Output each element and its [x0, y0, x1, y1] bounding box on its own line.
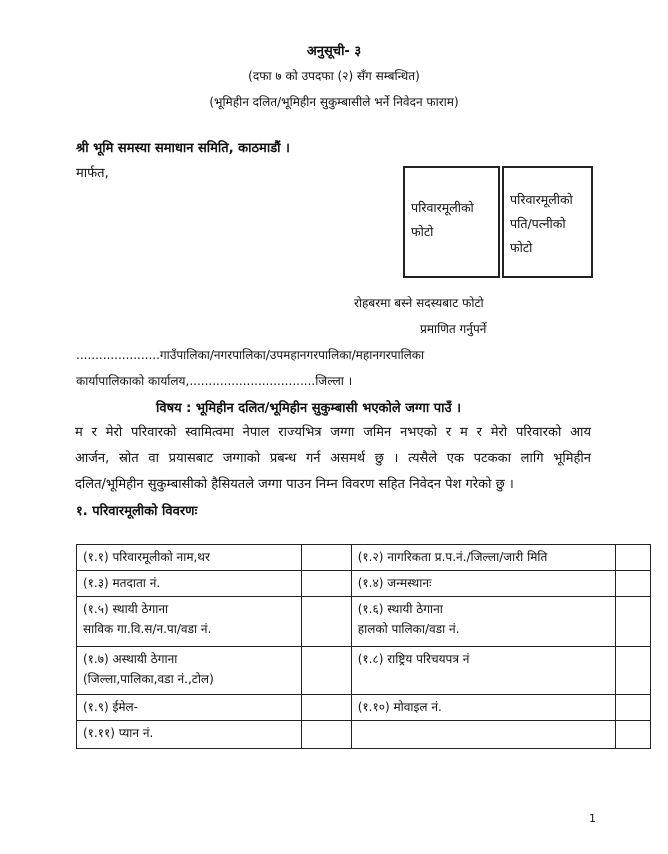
field-sublabel: साविक गा.वि.स/न.पा/वडा नं.	[83, 622, 212, 636]
field-permanent-address-new	[351, 597, 615, 647]
field-head-name: (१.१) परिवारमूलीको नाम,थर	[77, 545, 302, 571]
body-line-2: आर्जन, स्रोत वा प्रयासबाट जग्गाको प्रबन्ध गर्न असमर्थ छु । त्यसैले एक पटकका लागि भूमिहीन	[75, 451, 591, 466]
field-mobile-value[interactable]	[616, 695, 651, 721]
field-label: (१.६) स्थायी ठेगाना	[357, 602, 443, 616]
municipality-line: ......................गाउँपालिका/नगरपालिका/उपमहानगरपालिका/महानगरपालिका	[76, 348, 425, 362]
field-temporary-address	[77, 647, 302, 695]
table-row	[77, 571, 651, 597]
field-permanent-address-old	[77, 597, 302, 647]
office-line: कार्यापालिकाको कार्यालय,.................................जिल्ला ।	[76, 374, 353, 388]
body-line-1: म र मेरो परिवारको स्वामित्वमा नेपाल राज्यभित्र जग्गा जमिन नभएको र म र मेरो परिवारको आय	[75, 425, 591, 440]
field-birthplace: (१.४) जन्मस्थानः	[351, 571, 615, 597]
table-row	[77, 647, 651, 695]
spouse-photo-label-1: परिवारमूलीको	[510, 192, 573, 207]
field-citizenship: (१.२) नागरिकता प्र.प.नं./जिल्ला/जारी मिति	[351, 545, 615, 571]
page-number: 1	[589, 812, 596, 825]
page-title: अनुसूची- ३	[306, 44, 362, 59]
spouse-photo-label-3: फोटो	[510, 240, 533, 255]
field-temporary-address-value[interactable]	[302, 647, 352, 695]
field-email-value[interactable]	[302, 695, 352, 721]
field-sublabel: (जिल्ला,पालिका,वडा नं.,टोल)	[83, 672, 214, 686]
field-email: (१.९) ईमेल-	[77, 695, 302, 721]
addressee: श्री भूमि समस्या समाधान समिति, काठमाडौं ।	[76, 141, 290, 156]
spouse-photo-label-2: पति/पत्नीको	[510, 216, 566, 231]
photo-caption-2: प्रमाणित गर्नुपर्ने	[420, 322, 487, 336]
field-pan-value[interactable]	[302, 721, 352, 749]
field-voter-id-value[interactable]	[302, 571, 352, 597]
table-row	[77, 545, 651, 571]
field-national-id-value[interactable]	[616, 647, 651, 695]
field-birthplace-value[interactable]	[616, 571, 651, 597]
table-row	[77, 721, 651, 749]
form-name: (भूमिहीन दलित/भूमिहीन सुकुम्बासीले भर्ने निवेदन फाराम)	[209, 95, 459, 109]
field-head-name-value[interactable]	[302, 545, 352, 571]
section-heading: १. परिवारमूलीको विवरणः	[76, 504, 198, 519]
field-sublabel: हालको पालिका/वडा नं.	[357, 622, 460, 636]
subject-line: विषय : भूमिहीन दलित/भूमिहीन सुकुम्बासी भएकोले जग्गा पाउँ ।	[156, 401, 462, 416]
field-permanent-address-old-value[interactable]	[302, 597, 352, 647]
field-mobile: (१.१०) मोवाइल नं.	[351, 695, 615, 721]
page-subtitle: (दफा ७ को उपदफा (२) सँग सम्बन्धित)	[248, 69, 420, 83]
field-permanent-address-new-value[interactable]	[616, 597, 651, 647]
head-photo-box	[403, 166, 500, 278]
via-label: मार्फत,	[76, 166, 109, 181]
spouse-photo-box	[502, 166, 593, 278]
body-line-3: दलित/भूमिहीन सुकुम्बासीको हैसियतले जग्गा पाउन निम्न विवरण सहित निवेदन पेश गरेको छु ।	[75, 477, 514, 492]
head-photo-label-2: फोटो	[411, 224, 434, 239]
field-pan: (१.११) प्यान नं.	[77, 721, 302, 749]
field-label: (१.५) स्थायी ठेगाना	[83, 602, 169, 616]
table-row	[77, 597, 651, 647]
head-photo-label-1: परिवारमूलीको	[411, 200, 474, 215]
field-voter-id: (१.३) मतदाता नं.	[77, 571, 302, 597]
applicant-details-table	[76, 544, 651, 749]
field-empty-value[interactable]	[616, 721, 651, 749]
field-national-id: (१.८) राष्ट्रिय परिचयपत्र नं	[351, 647, 615, 695]
field-empty[interactable]	[351, 721, 615, 749]
field-citizenship-value[interactable]	[616, 545, 651, 571]
table-row	[77, 695, 651, 721]
photo-caption-1: रोहबरमा बस्ने सदस्यबाट फोटो	[354, 296, 484, 310]
field-label: (१.७) अस्थायी ठेगाना	[83, 652, 178, 666]
